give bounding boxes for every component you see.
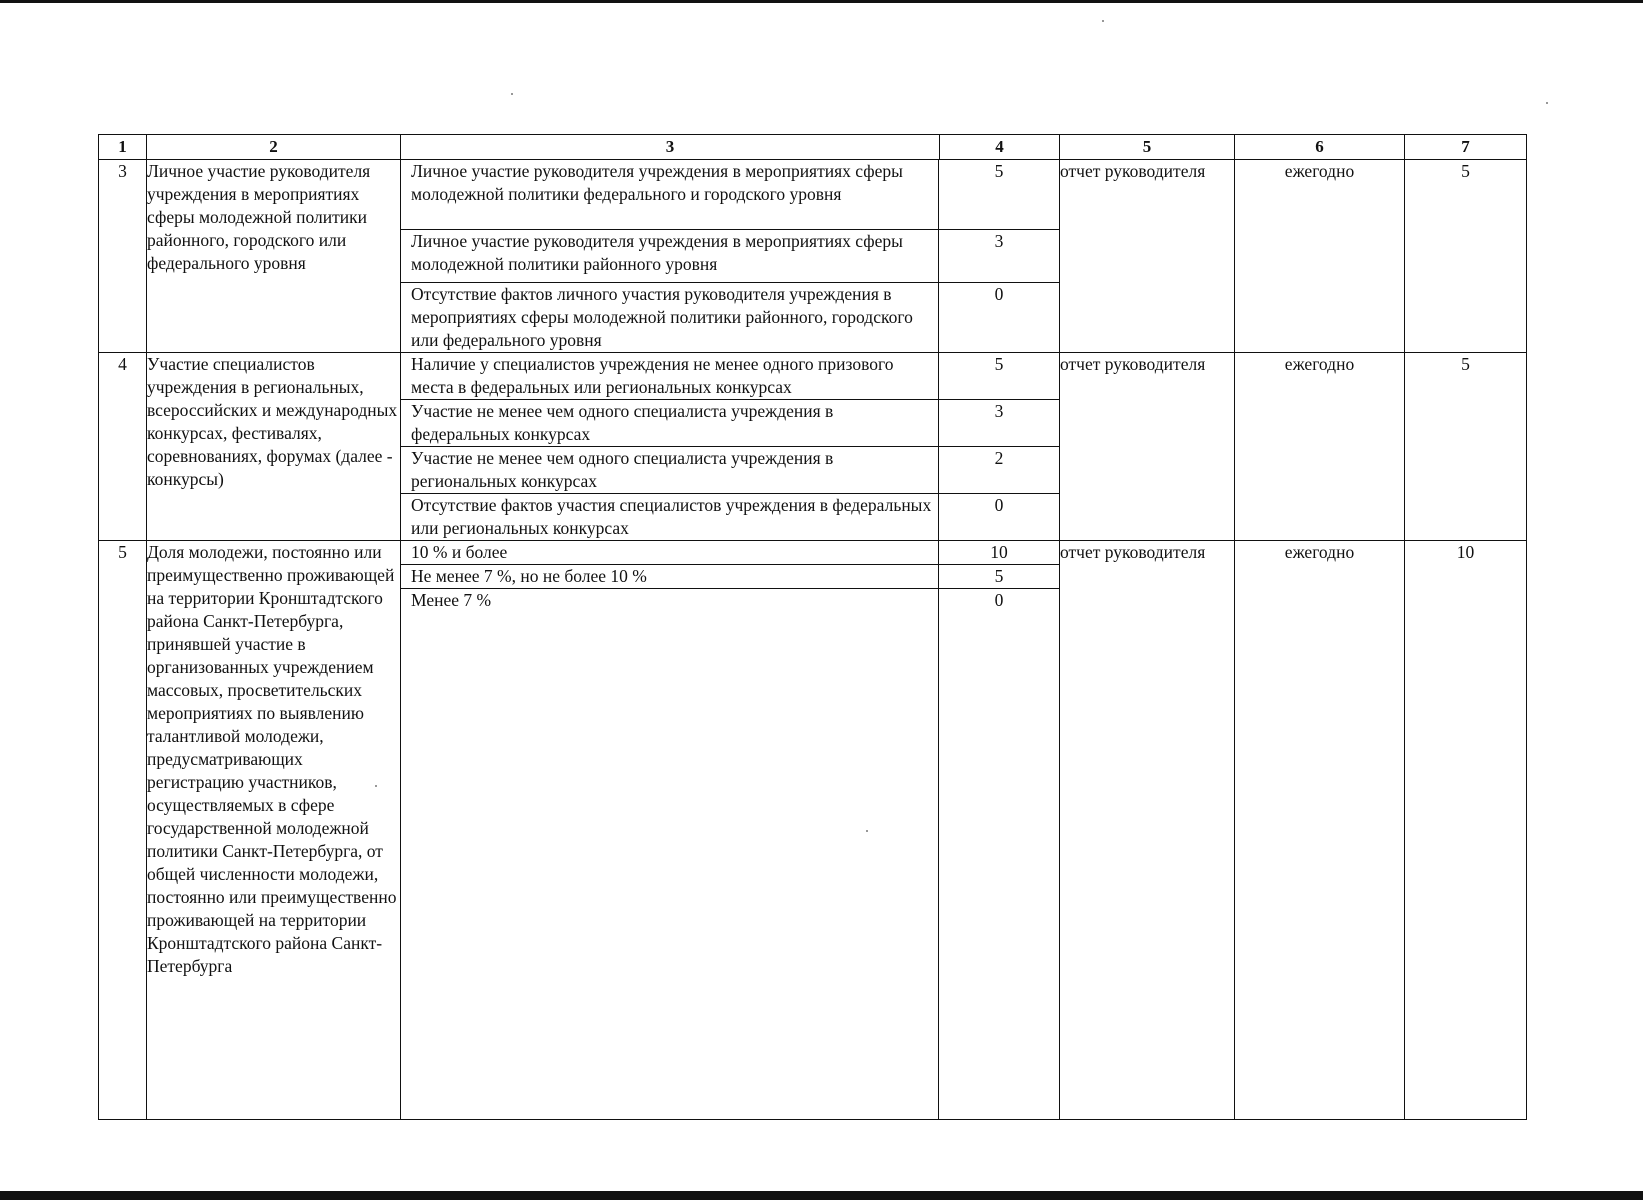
indicator-text: Менее 7 % (411, 590, 492, 610)
indicator-text: Участие не менее чем одного специалиста учреждения в региональных конкурсах (401, 447, 939, 494)
frequency-text: ежегодно (1235, 541, 1405, 1120)
indicator-points: 3 (939, 230, 1060, 283)
indicator-row (401, 230, 1059, 283)
max-points: 10 (1405, 541, 1527, 1120)
header-col-5: 5 (1060, 135, 1235, 160)
scan-speck (511, 93, 513, 95)
scan-speck (1546, 102, 1548, 104)
indicator-text: Личное участие руководителя учреждения в мероприятиях сферы молодежной политики федерального и городского уровня (401, 160, 939, 230)
frequency-text: ежегодно (1235, 160, 1405, 353)
source-text: отчет руководителя (1060, 353, 1235, 541)
indicator-row (401, 447, 1059, 494)
indicator-text: Отсутствие фактов участия специалистов учреждения в федеральных или региональных конкурсах (411, 495, 932, 538)
indicator-points: 10 (939, 541, 1060, 565)
indicator-text: 10 % и более (401, 541, 939, 565)
indicator-text: Личное участие руководителя учреждения в мероприятиях сферы молодежной политики районного уровня (401, 230, 939, 283)
indicator-row (401, 589, 1059, 1120)
frequency-text: ежегодно (1235, 353, 1405, 541)
indicator-points: 0 (939, 283, 1060, 353)
indicators-list (401, 353, 1059, 540)
table-row (99, 353, 1527, 541)
table-header-row (99, 135, 1527, 160)
criterion-text: Личное участие руководителя учреждения в мероприятиях сферы молодежной политики районного, городского или федерального уровня (147, 160, 401, 353)
criterion-text: Участие специалистов учреждения в региональных, всероссийских и международных конкурсах, фестивалях, соревнованиях, форумах (далее - конкурсы) (147, 353, 401, 541)
header-col-4: 4 (940, 135, 1060, 160)
indicators-cell (401, 353, 1060, 541)
row-number: 3 (99, 160, 147, 353)
table-row (99, 541, 1527, 1120)
row-number: 4 (99, 353, 147, 541)
source-text: отчет руководителя (1060, 160, 1235, 353)
max-points: 5 (1405, 353, 1527, 541)
indicator-points: 0 (939, 494, 1060, 541)
indicator-row (401, 400, 1059, 447)
indicators-cell (401, 541, 1060, 1120)
scan-speck (1102, 20, 1104, 22)
indicators-list (401, 541, 1059, 1119)
indicators-list (401, 160, 1059, 352)
header-col-1: 1 (99, 135, 147, 160)
indicator-row (401, 494, 1059, 541)
criterion-text: Доля молодежи, постоянно или преимущественно проживающей на территории Кронштадтского района Санкт-Петербурга, принявшей участие в организованных учреждением массовых, просветительских мероприятиях по выявлению талантливой молодежи, предусматривающих регистрацию участников, осуществляемых в сфере государственной молодежной политики Санкт-Петербурга, от общей численности молодежи, постоянно или преимущественно проживающей на территории Кронштадтского района Санкт-Петербурга (147, 541, 401, 1120)
indicator-text: Наличие у специалистов учреждения не менее одного призового места в федеральных или региональных конкурсах (401, 353, 939, 400)
indicator-text: Участие не менее чем одного специалиста учреждения в федеральных конкурсах (401, 400, 939, 447)
indicator-row (401, 541, 1059, 565)
indicator-points: 5 (939, 160, 1060, 230)
max-points: 5 (1405, 160, 1527, 353)
table-row (99, 160, 1527, 353)
indicator-points: 5 (939, 353, 1060, 400)
indicator-row (401, 565, 1059, 589)
indicator-row (401, 160, 1059, 230)
scan-top-edge (0, 0, 1643, 3)
row-number: 5 (99, 541, 147, 1120)
indicator-row (401, 283, 1059, 353)
indicator-points: 0 (939, 589, 1060, 1120)
header-col-6: 6 (1235, 135, 1405, 160)
header-col-2: 2 (147, 135, 401, 160)
indicator-text: Отсутствие фактов личного участия руководителя учреждения в мероприятиях сферы молодежной политики районного, городского или федерального уровня (411, 284, 913, 350)
indicator-points: 5 (939, 565, 1060, 589)
indicator-points: 2 (939, 447, 1060, 494)
indicator-text: Не менее 7 %, но не более 10 % (401, 565, 939, 589)
indicator-row (401, 353, 1059, 400)
criteria-table (98, 134, 1527, 1120)
source-text: отчет руководителя (1060, 541, 1235, 1120)
indicators-cell (401, 160, 1060, 353)
header-col-3: 3 (401, 135, 940, 160)
header-col-7: 7 (1405, 135, 1527, 160)
scan-bottom-edge (0, 1191, 1643, 1200)
indicator-points: 3 (939, 400, 1060, 447)
